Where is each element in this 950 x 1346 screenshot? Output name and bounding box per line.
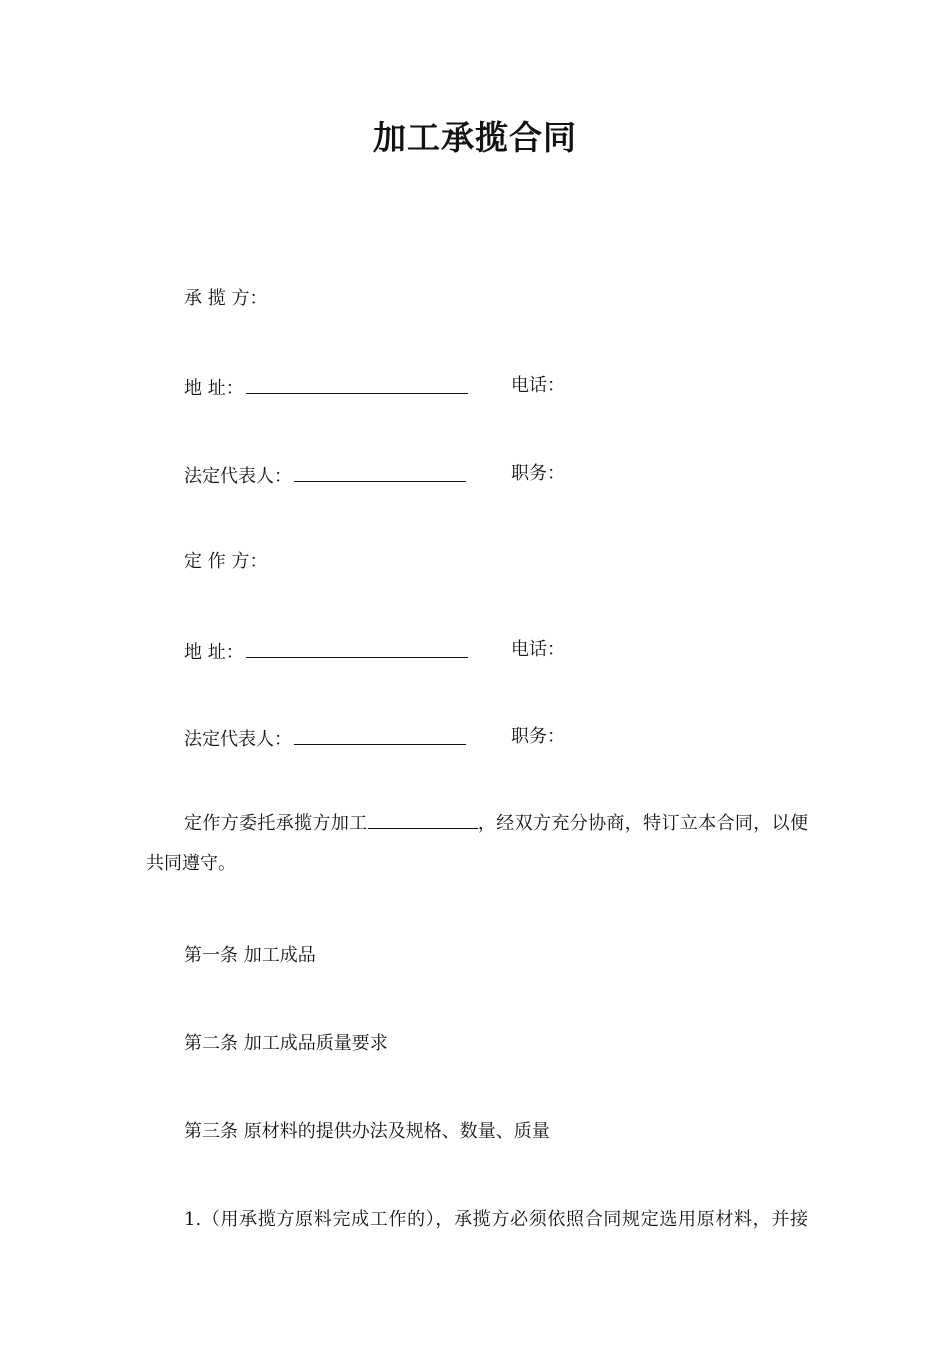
contractor-rep-label: 法定代表人：: [184, 466, 292, 487]
client-party-label: 定 作 方：: [184, 551, 268, 572]
contractor-address-label: 地 址：: [184, 378, 244, 399]
preamble-text-before: 定作方委托承揽方加工: [184, 813, 368, 834]
preamble-text-after: ，经双方充分协商，特订立本合同，以便共同遵守。: [146, 813, 809, 874]
contractor-party-label: 承 揽 方：: [184, 288, 268, 309]
article-3-heading: 第三条 原材料的提供办法及规格、数量、质量: [184, 1121, 550, 1142]
article-2-heading: 第二条 加工成品质量要求: [184, 1033, 388, 1054]
client-address-row: [184, 637, 468, 666]
contractor-position-label: 职务：: [511, 463, 565, 484]
preamble-paragraph: [146, 804, 808, 884]
client-rep-label: 法定代表人：: [184, 729, 292, 750]
client-rep-row: [184, 724, 466, 753]
contractor-rep-row: [184, 461, 466, 490]
client-position-label: 职务：: [511, 726, 565, 747]
preamble-blank-field[interactable]: [368, 809, 478, 829]
client-address-label: 地 址：: [184, 642, 244, 663]
contractor-phone-label: 电话：: [511, 375, 565, 396]
clause-1-paragraph: 1.（用承揽方原料完成工作的），承揽方必须依照合同规定选用原材料，并接: [184, 1209, 808, 1230]
contractor-address-field[interactable]: [246, 373, 468, 394]
client-phone-label: 电话：: [511, 639, 565, 660]
client-address-field[interactable]: [246, 637, 468, 658]
document-title: 加工承揽合同: [373, 118, 577, 157]
contractor-address-row: [184, 373, 468, 402]
contractor-rep-field[interactable]: [294, 461, 466, 482]
client-rep-field[interactable]: [294, 724, 466, 745]
article-1-heading: 第一条 加工成品: [184, 945, 316, 966]
